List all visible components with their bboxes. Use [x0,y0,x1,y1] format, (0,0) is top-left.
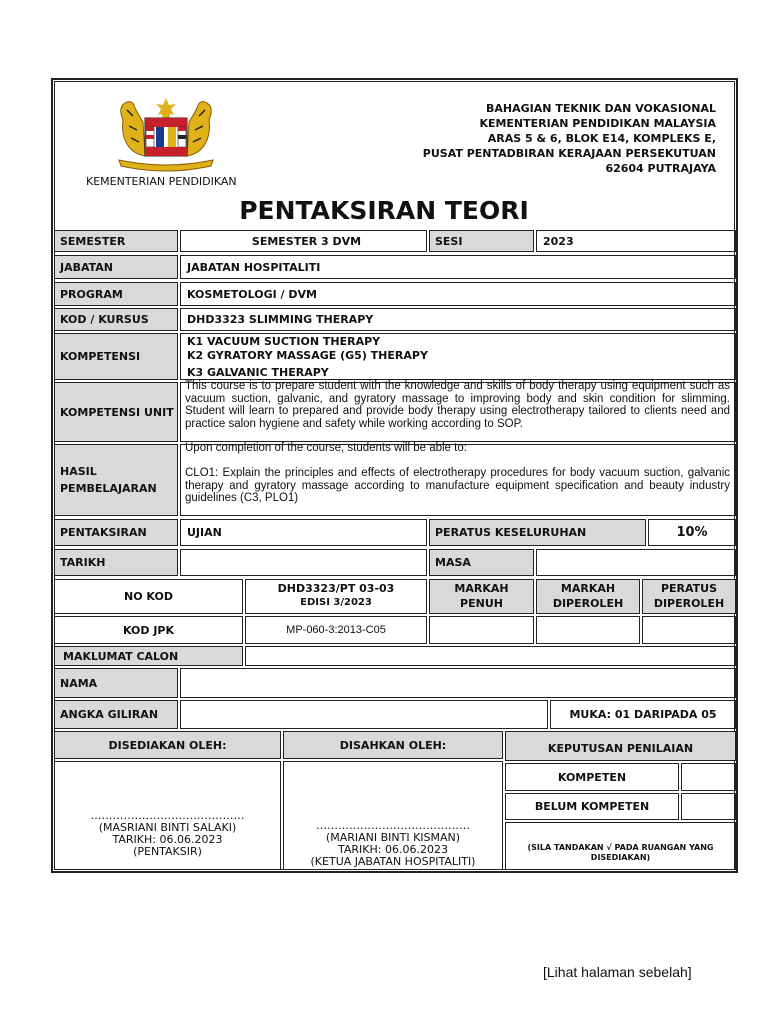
hasil-label-line: PEMBELAJARAN [60,482,157,495]
kompeten-label: KOMPETEN [505,763,679,791]
header-line: MARKAH [454,582,509,595]
pentaksiran-value: UJIAN [180,519,427,546]
semester-label: SEMESTER [54,230,178,252]
peratus-diperoleh-value[interactable] [642,616,736,644]
kompeten-checkbox[interactable] [681,763,736,791]
instruction-note [505,822,736,870]
no-kod-label: NO KOD [54,579,243,614]
address-line: BAHAGIAN TEKNIK DAN VOKASIONAL [486,102,716,115]
markah-diperoleh-header [536,579,640,614]
peratus-diperoleh-header [642,579,736,614]
page-number: MUKA: 01 DARIPADA 05 [550,700,736,729]
prepared-date: TARIKH: 06.06.2023 [112,833,223,846]
signature-dots: …………………………………… [90,809,245,822]
malaysia-coat-of-arms-icon [113,96,219,172]
program-value: KOSMETOLOGI / DVM [180,282,736,306]
hasil-pembelajaran-label [54,444,178,516]
approved-date: TARIKH: 06.06.2023 [338,843,448,856]
program-label: PROGRAM [54,282,178,306]
page-title: PENTAKSIRAN TEORI [239,196,529,225]
header-line: MARKAH [560,582,616,595]
hasil-intro: Upon completion of the course, students will be able to: [185,442,467,454]
ministry-address [423,101,716,176]
header-line: DIPEROLEH [552,597,624,610]
masa-value[interactable] [536,549,736,576]
no-kod-line: DHD3323/PT 03-03 [277,582,395,595]
address-line: 62604 PUTRAJAYA [605,162,716,175]
approved-name: (MARIANI BINTI KISMAN) [325,831,461,844]
belum-kompeten-label: BELUM KOMPETEN [505,793,679,820]
tarikh-value[interactable] [180,549,427,576]
address-line: KEMENTERIAN PENDIDIKAN MALAYSIA [479,117,716,130]
kompetensi-label: KOMPETENSI [54,333,178,380]
markah-penuh-header [429,579,534,614]
jabatan-value: JABATAN HOSPITALITI [180,255,736,279]
angka-giliran-label: ANGKA GILIRAN [54,700,178,729]
kod-jpk-label: KOD JPK [54,616,243,644]
prepared-role: (PENTAKSIR) [133,845,202,858]
prepared-signature [54,810,281,858]
no-kod-line: EDISI 3/2023 [300,597,372,608]
prepared-name: (MASRIANI BINTI SALAKI) [98,821,237,834]
sesi-value: 2023 [536,230,736,252]
masa-label: MASA [429,549,534,576]
kompetensi-item: K3 GALVANIC THERAPY [187,366,329,379]
disahkan-oleh-header: DISAHKAN OLEH: [283,731,503,759]
header-line: PENUH [460,597,503,610]
kod-jpk-value: MP-060-3:2013-C05 [245,616,427,644]
hasil-label-line: HASIL [60,465,97,478]
header-line: PERATUS [660,582,718,595]
pentaksiran-label: PENTAKSIRAN [54,519,178,546]
signature-dots: …………………………………… [316,819,470,832]
disediakan-oleh-header: DISEDIAKAN OLEH: [54,731,281,759]
header-line: DIPEROLEH [653,597,725,610]
belum-kompeten-checkbox[interactable] [681,793,736,820]
next-page-note: [Lihat halaman sebelah] [543,964,692,980]
kod-kursus-value: DHD3323 SLIMMING THERAPY [180,308,736,331]
maklumat-calon-blank [245,646,736,666]
kod-kursus-label: KOD / KURSUS [54,308,178,331]
no-kod-value [245,579,427,614]
nama-value[interactable] [180,668,736,698]
kompetensi-unit-text: This course is to prepare student with the knowledge and skills of body therapy using equipment such as vacuum suction, galvanic, and gyratory massage to improving body and skin condition for slimming. Student will learn to prepared and provide body therapy using electrotherapy tailored to clients need and practice salon hygiene and safety while working according to SOP. [185,380,730,430]
angka-giliran-value[interactable] [180,700,548,729]
approved-signature [283,820,503,868]
hasil-clo: CLO1: Explain the principles and effects of electrotherapy procedures for body vacuum suction, galvanic therapy and gyratory massage according to manufacture equipment specification and beauty industry guidelines (C3, PLO1) [185,467,730,504]
kompetensi-unit-label: KOMPETENSI UNIT [54,382,178,442]
keputusan-penilaian-header: KEPUTUSAN PENILAIAN [505,731,736,761]
kompetensi-values [180,333,736,380]
peratus-keseluruhan-value: 10% [648,519,736,546]
sesi-label: SESI [429,230,534,252]
markah-diperoleh-value[interactable] [536,616,640,644]
kompetensi-item: K1 VACUUM SUCTION THERAPY [187,335,381,348]
nama-label: NAMA [54,668,178,698]
semester-value: SEMESTER 3 DVM [180,230,427,252]
ministry-label: KEMENTERIAN PENDIDIKAN [86,175,237,188]
maklumat-calon-label: MAKLUMAT CALON [54,646,243,666]
note-line: (SILA TANDAKAN √ PADA RUANGAN YANG [527,843,714,852]
approved-role: (KETUA JABATAN HOSPITALITI) [310,855,476,868]
address-line: ARAS 5 & 6, BLOK E14, KOMPLEKS E, [487,132,716,145]
jabatan-label: JABATAN [54,255,178,279]
markah-penuh-value[interactable] [429,616,534,644]
note-line: DISEDIAKAN) [590,853,651,862]
tarikh-label: TARIKH [54,549,178,576]
address-line: PUSAT PENTADBIRAN KERAJAAN PERSEKUTUAN [422,147,716,160]
kompetensi-item: K2 GYRATORY MASSAGE (G5) THERAPY [187,349,428,362]
peratus-keseluruhan-label: PERATUS KESELURUHAN [429,519,646,546]
